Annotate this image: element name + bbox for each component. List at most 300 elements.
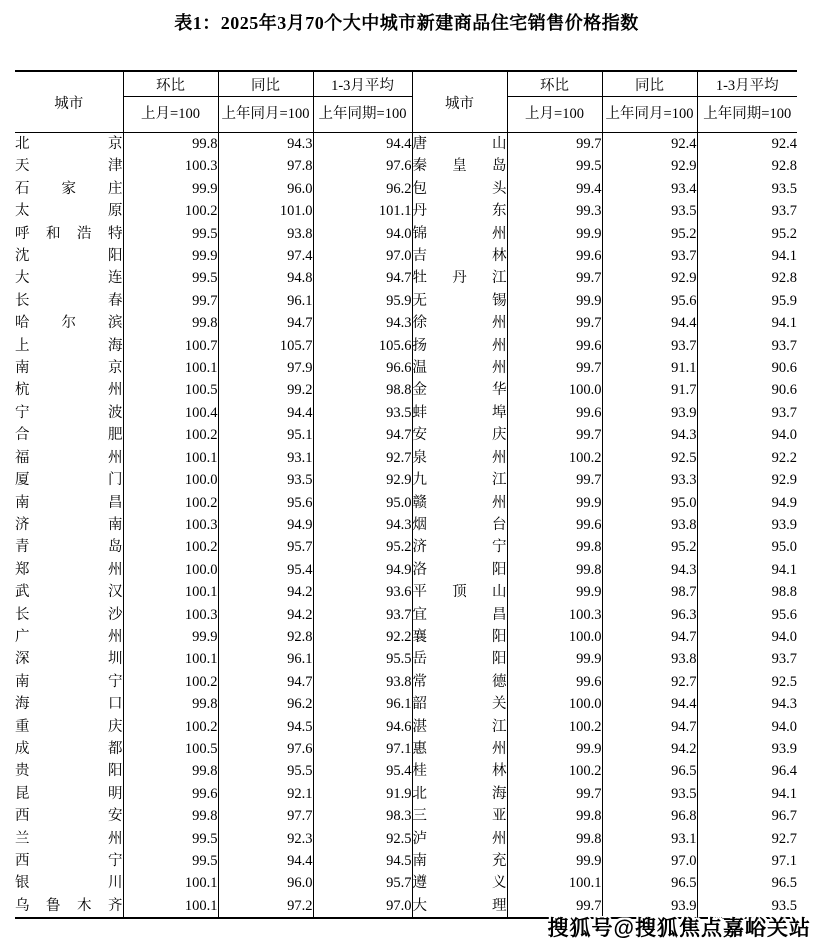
value-cell: 92.5 [602,447,697,469]
value-cell: 97.0 [313,245,412,267]
value-cell: 100.2 [123,424,218,446]
city-cell: 呼和浩特 [15,223,123,245]
value-cell: 93.5 [218,469,313,491]
header-mom-base-left: 上月=100 [123,97,218,133]
value-cell: 94.0 [771,628,797,645]
city-cell: 青岛 [15,536,123,558]
value-cell: 93.9 [771,516,797,533]
value-cell: 94.4 [602,693,697,715]
value-cell: 95.6 [602,290,697,312]
city-cell: 合肥 [15,424,123,446]
table-row [15,783,797,805]
value-cell: 97.6 [218,738,313,760]
value-cell: 92.3 [218,828,313,850]
city-cell: 吉林 [412,245,507,267]
value-cell: 99.7 [507,312,602,334]
city-cell: 沈阳 [15,245,123,267]
value-cell: 99.9 [507,648,602,670]
value-cell: 96.2 [218,693,313,715]
value-cell: 100.1 [123,895,218,918]
value-cell: 95.9 [771,292,797,309]
table-row [15,357,797,379]
value-cell: 97.0 [602,850,697,872]
city-cell: 济南 [15,514,123,536]
value-cell: 94.9 [771,494,797,511]
value-cell: 99.7 [507,267,602,289]
city-cell: 广州 [15,626,123,648]
value-cell: 100.3 [123,155,218,177]
value-cell: 91.9 [313,783,412,805]
table-row [15,245,797,267]
value-cell: 99.8 [507,559,602,581]
value-cell: 99.7 [507,469,602,491]
city-cell: 成都 [15,738,123,760]
city-cell: 徐州 [412,312,507,334]
value-cell: 96.0 [218,178,313,200]
value-cell: 94.6 [313,716,412,738]
city-cell: 泉州 [412,447,507,469]
value-cell: 100.3 [507,604,602,626]
value-cell: 99.9 [507,738,602,760]
value-cell: 94.0 [771,718,797,735]
table-row [15,469,797,491]
value-cell: 96.1 [313,693,412,715]
value-cell: 92.5 [313,828,412,850]
value-cell: 100.0 [507,626,602,648]
document-page [0,9,813,941]
value-cell: 93.1 [218,447,313,469]
table-row [15,604,797,626]
value-cell: 95.2 [602,223,697,245]
table-row [15,379,797,401]
value-cell: 100.2 [123,200,218,222]
value-cell: 100.0 [507,379,602,401]
value-cell: 95.2 [313,536,412,558]
value-cell: 99.8 [507,805,602,827]
value-cell: 94.5 [313,850,412,872]
value-cell: 99.6 [507,402,602,424]
city-cell: 扬州 [412,335,507,357]
table-row [15,581,797,603]
city-cell: 北京 [15,133,123,156]
value-cell: 99.2 [218,379,313,401]
value-cell: 94.0 [313,223,412,245]
value-cell: 96.5 [771,875,797,892]
value-cell: 100.3 [123,514,218,536]
value-cell: 99.9 [507,223,602,245]
header-avg-right: 1-3月平均 [697,71,797,97]
value-cell: 94.4 [602,312,697,334]
value-cell: 99.5 [123,223,218,245]
value-cell: 93.5 [771,180,797,197]
value-cell: 94.7 [218,671,313,693]
value-cell: 93.4 [602,178,697,200]
value-cell: 99.8 [123,805,218,827]
value-cell: 95.0 [313,492,412,514]
value-cell: 96.1 [218,290,313,312]
header-yoy-right: 同比 [602,71,697,97]
value-cell: 101.0 [218,200,313,222]
value-cell: 91.1 [602,357,697,379]
value-cell: 100.4 [123,402,218,424]
table-row [15,402,797,424]
value-cell: 94.3 [218,133,313,156]
table-row [15,850,797,872]
value-cell: 100.2 [123,536,218,558]
value-cell: 99.5 [123,828,218,850]
city-cell: 长春 [15,290,123,312]
value-cell: 97.4 [218,245,313,267]
table-row [15,335,797,357]
value-cell: 95.0 [602,492,697,514]
value-cell: 94.4 [218,402,313,424]
value-cell: 93.3 [602,469,697,491]
value-cell: 95.4 [218,559,313,581]
value-cell: 96.7 [771,808,797,825]
city-cell: 锦州 [412,223,507,245]
value-cell: 96.6 [313,357,412,379]
city-cell: 石家庄 [15,178,123,200]
city-cell: 赣州 [412,492,507,514]
table-row [15,223,797,245]
value-cell: 96.5 [602,760,697,782]
value-cell: 95.5 [313,648,412,670]
table-row [15,178,797,200]
table-row [15,648,797,670]
value-cell: 99.7 [507,783,602,805]
value-cell: 99.8 [507,536,602,558]
table-row [15,133,797,156]
header-mom-right: 环比 [507,71,602,97]
header-mom-left: 环比 [123,71,218,97]
city-cell: 韶关 [412,693,507,715]
value-cell: 92.7 [313,447,412,469]
value-cell: 93.8 [602,648,697,670]
value-cell: 94.1 [771,785,797,802]
price-index-table [15,70,797,919]
city-cell: 九江 [412,469,507,491]
value-cell: 93.7 [771,337,797,354]
table-row [15,872,797,894]
value-cell: 100.1 [123,357,218,379]
page-title: 表1：2025年3月70个大中城市新建商品住宅销售价格指数 [174,13,639,33]
value-cell: 92.7 [771,830,797,847]
value-cell: 94.4 [313,133,412,156]
value-cell: 92.4 [602,133,697,156]
city-cell: 西宁 [15,850,123,872]
value-cell: 92.2 [313,626,412,648]
city-cell: 上海 [15,335,123,357]
value-cell: 93.7 [313,604,412,626]
city-cell: 太原 [15,200,123,222]
value-cell: 100.2 [123,492,218,514]
table-row [15,290,797,312]
value-cell: 94.1 [771,248,797,265]
value-cell: 98.8 [313,379,412,401]
city-cell: 兰州 [15,828,123,850]
city-cell: 金华 [412,379,507,401]
value-cell: 100.1 [123,447,218,469]
city-cell: 长沙 [15,604,123,626]
value-cell: 94.1 [771,561,797,578]
city-cell: 银川 [15,872,123,894]
value-cell: 96.2 [313,178,412,200]
city-cell: 天津 [15,155,123,177]
watermark: 搜狐号@搜狐焦点嘉峪关站 [547,917,811,940]
value-cell: 99.5 [123,850,218,872]
table-row [15,312,797,334]
header-yoy-base-right: 上年同月=100 [602,97,697,133]
value-cell: 97.0 [313,895,412,918]
value-cell: 94.7 [313,267,412,289]
value-cell: 95.5 [218,760,313,782]
city-cell: 安庆 [412,424,507,446]
city-cell: 乌鲁木齐 [15,895,123,918]
value-cell: 93.8 [313,671,412,693]
value-cell: 99.9 [507,492,602,514]
value-cell: 99.5 [123,267,218,289]
value-cell: 99.6 [507,514,602,536]
table-row [15,155,797,177]
city-cell: 牡丹江 [412,267,507,289]
city-cell: 温州 [412,357,507,379]
value-cell: 96.4 [771,763,797,780]
value-cell: 96.3 [602,604,697,626]
header-mom-base-right: 上月=100 [507,97,602,133]
city-cell: 惠州 [412,738,507,760]
table-header [15,71,797,133]
table-row [15,671,797,693]
table-body [15,133,797,919]
value-cell: 97.2 [218,895,313,918]
header-row-sub [15,97,797,133]
value-cell: 94.8 [218,267,313,289]
city-cell: 西安 [15,805,123,827]
table-row [15,492,797,514]
value-cell: 100.1 [123,872,218,894]
city-cell: 宁波 [15,402,123,424]
value-cell: 100.0 [507,693,602,715]
value-cell: 94.2 [218,604,313,626]
table-row [15,760,797,782]
value-cell: 97.9 [218,357,313,379]
value-cell: 100.1 [507,872,602,894]
city-cell: 大理 [412,895,507,918]
value-cell: 94.3 [313,514,412,536]
value-cell: 95.4 [313,760,412,782]
header-avg-left: 1-3月平均 [313,71,412,97]
city-cell: 福州 [15,447,123,469]
city-cell: 洛阳 [412,559,507,581]
value-cell: 93.9 [602,895,697,918]
table-row [15,805,797,827]
value-cell: 95.9 [313,290,412,312]
value-cell: 99.7 [507,357,602,379]
value-cell: 92.5 [771,673,797,690]
value-cell: 105.6 [313,335,412,357]
value-cell: 94.2 [602,738,697,760]
table-row [15,693,797,715]
value-cell: 93.7 [771,203,797,220]
city-cell: 常德 [412,671,507,693]
value-cell: 99.6 [507,671,602,693]
value-cell: 93.8 [218,223,313,245]
value-cell: 99.6 [507,245,602,267]
value-cell: 95.6 [771,606,797,623]
value-cell: 93.5 [313,402,412,424]
value-cell: 92.4 [771,136,797,152]
city-cell: 三亚 [412,805,507,827]
value-cell: 92.9 [771,472,797,489]
value-cell: 101.1 [313,200,412,222]
value-cell: 98.3 [313,805,412,827]
value-cell: 95.7 [218,536,313,558]
city-cell: 济宁 [412,536,507,558]
value-cell: 98.8 [771,584,797,601]
value-cell: 99.7 [507,133,602,156]
value-cell: 94.3 [771,696,797,713]
city-cell: 南京 [15,357,123,379]
value-cell: 93.5 [602,200,697,222]
value-cell: 94.7 [602,716,697,738]
header-avg-base-left: 上年同期=100 [313,97,412,133]
city-cell: 秦皇岛 [412,155,507,177]
value-cell: 95.0 [771,539,797,556]
city-cell: 武汉 [15,581,123,603]
value-cell: 100.0 [123,559,218,581]
value-cell: 93.7 [771,404,797,421]
value-cell: 93.8 [602,514,697,536]
value-cell: 100.2 [123,671,218,693]
value-cell: 99.8 [507,828,602,850]
city-cell: 宜昌 [412,604,507,626]
value-cell: 93.5 [771,897,797,914]
value-cell: 99.7 [123,290,218,312]
city-cell: 平顶山 [412,581,507,603]
city-cell: 南宁 [15,671,123,693]
value-cell: 93.6 [313,581,412,603]
value-cell: 95.1 [218,424,313,446]
value-cell: 95.2 [771,225,797,242]
value-cell: 93.9 [771,740,797,757]
value-cell: 94.1 [771,315,797,332]
value-cell: 92.2 [771,449,797,466]
value-cell: 92.8 [771,158,797,175]
value-cell: 95.6 [218,492,313,514]
value-cell: 99.7 [507,424,602,446]
value-cell: 99.8 [123,133,218,156]
value-cell: 90.6 [771,382,797,399]
table-row [15,514,797,536]
city-cell: 昆明 [15,783,123,805]
value-cell: 100.0 [123,469,218,491]
value-cell: 96.8 [602,805,697,827]
header-yoy-left: 同比 [218,71,313,97]
value-cell: 93.7 [771,651,797,668]
value-cell: 99.9 [123,626,218,648]
value-cell: 92.8 [218,626,313,648]
value-cell: 100.3 [123,604,218,626]
value-cell: 94.3 [602,559,697,581]
value-cell: 99.9 [123,178,218,200]
value-cell: 93.1 [602,828,697,850]
value-cell: 94.3 [602,424,697,446]
value-cell: 99.8 [123,312,218,334]
city-cell: 唐山 [412,133,507,156]
table-row [15,626,797,648]
value-cell: 99.9 [507,290,602,312]
value-cell: 96.0 [218,872,313,894]
value-cell: 100.7 [123,335,218,357]
value-cell: 99.5 [507,155,602,177]
value-cell: 95.7 [313,872,412,894]
city-cell: 包头 [412,178,507,200]
city-cell: 南昌 [15,492,123,514]
value-cell: 91.7 [602,379,697,401]
table-row [15,200,797,222]
city-cell: 泸州 [412,828,507,850]
value-cell: 93.5 [602,783,697,805]
city-cell: 湛江 [412,716,507,738]
value-cell: 90.6 [771,360,797,377]
table-row [15,447,797,469]
value-cell: 93.7 [602,335,697,357]
value-cell: 105.7 [218,335,313,357]
header-row-top [15,71,797,97]
value-cell: 98.7 [602,581,697,603]
city-cell: 深圳 [15,648,123,670]
header-yoy-base-left: 上年同月=100 [218,97,313,133]
value-cell: 93.7 [602,245,697,267]
city-cell: 杭州 [15,379,123,401]
value-cell: 96.1 [218,648,313,670]
city-cell: 烟台 [412,514,507,536]
city-cell: 襄阳 [412,626,507,648]
value-cell: 94.3 [313,312,412,334]
table-row [15,559,797,581]
value-cell: 97.8 [218,155,313,177]
value-cell: 94.7 [602,626,697,648]
value-cell: 99.8 [123,760,218,782]
value-cell: 99.6 [507,335,602,357]
value-cell: 100.1 [123,648,218,670]
city-cell: 北海 [412,783,507,805]
city-cell: 哈尔滨 [15,312,123,334]
value-cell: 100.2 [507,447,602,469]
value-cell: 94.2 [218,581,313,603]
value-cell: 92.9 [313,469,412,491]
value-cell: 92.1 [218,783,313,805]
table-row [15,424,797,446]
value-cell: 93.9 [602,402,697,424]
value-cell: 97.1 [313,738,412,760]
value-cell: 94.5 [218,716,313,738]
city-cell: 厦门 [15,469,123,491]
value-cell: 99.9 [123,245,218,267]
value-cell: 100.2 [507,716,602,738]
value-cell: 95.2 [602,536,697,558]
table-row [15,716,797,738]
value-cell: 99.4 [507,178,602,200]
value-cell: 100.2 [123,716,218,738]
city-cell: 大连 [15,267,123,289]
city-cell: 蚌埠 [412,402,507,424]
header-city-left: 城市 [15,71,123,133]
table-row [15,536,797,558]
value-cell: 94.4 [218,850,313,872]
value-cell: 99.9 [507,850,602,872]
city-cell: 桂林 [412,760,507,782]
